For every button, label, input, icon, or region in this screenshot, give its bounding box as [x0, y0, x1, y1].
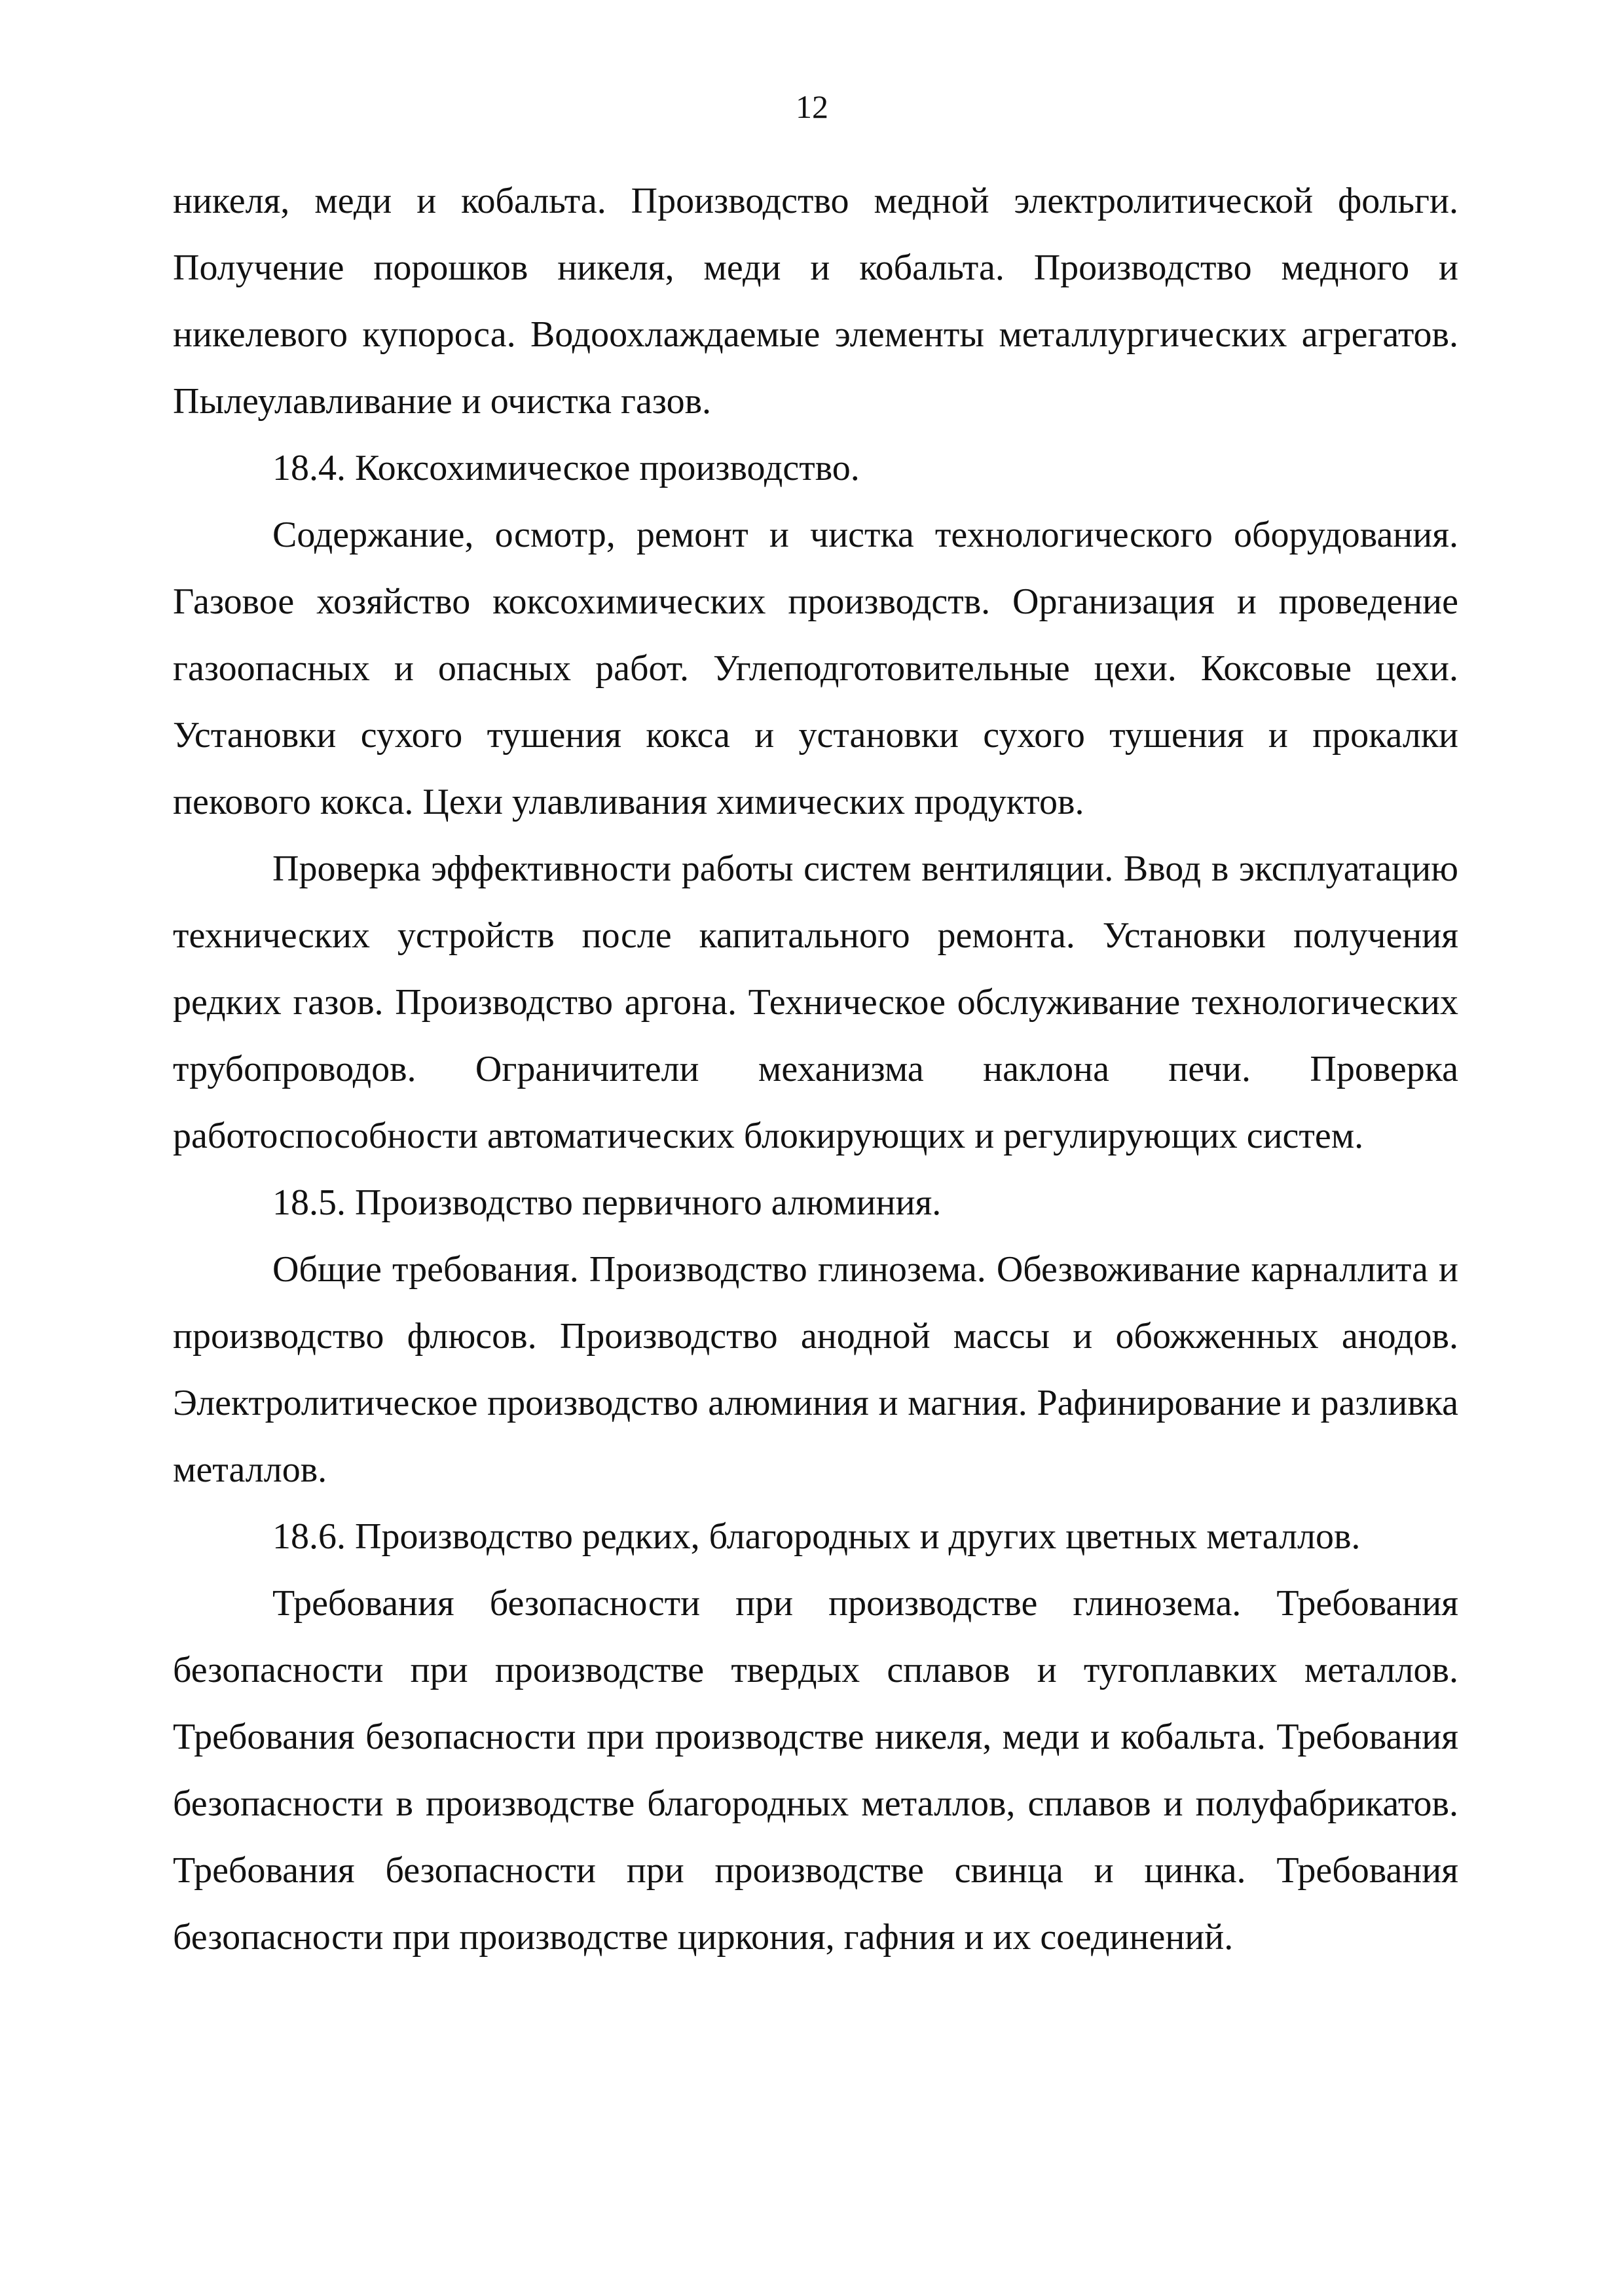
document-body: [173, 168, 1458, 1971]
paragraph-coke-maintenance: Содержание, осмотр, ремонт и чистка технологического оборудования. Газовое хозяйство коксохимических производств. Организация и проведение газоопасных и опасных работ. Углеподготовительные цехи. Коксовые цехи. Установки сухого тушения кокса и установки сухого тушения и прокалки пекового кокса. Цехи улавливания химических продуктов.: [173, 515, 1458, 822]
paragraph-ventilation-check: Проверка эффективности работы систем вентиляции. Ввод в эксплуатацию технических устройств после капитального ремонта. Установки получения редких газов. Производство аргона. Техническое обслуживание технологических трубопроводов. Ограничители механизма наклона печи. Проверка работоспособности автоматических блокирующих и регулирующих систем.: [173, 848, 1458, 1156]
paragraph-continuation: никеля, меди и кобальта. Производство медной электролитической фольги. Получение порошков никеля, меди и кобальта. Производство медного и никелевого купороса. Водоохлаждаемые элементы металлургических агрегатов. Пылеулавливание и очистка газов.: [173, 181, 1458, 422]
page-number: 12: [796, 88, 828, 125]
section-heading-18-4: 18.4. Коксохимическое производство.: [272, 448, 860, 488]
paragraph-rare-metals-safety: Требования безопасности при производстве глинозема. Требования безопасности при производстве твердых сплавов и тугоплавких металлов. Требования безопасности при производстве никеля, меди и кобальта. Требования безопасности в производстве благородных металлов, сплавов и полуфабрикатов. Требования безопасности при производстве свинца и цинка. Требования безопасности при производстве циркония, гафния и их соединений.: [173, 1583, 1458, 1958]
section-heading-18-6: 18.6. Производство редких, благородных и других цветных металлов.: [272, 1516, 1361, 1557]
section-heading-18-5: 18.5. Производство первичного алюминия.: [272, 1182, 942, 1223]
paragraph-aluminium-requirements: Общие требования. Производство глинозема. Обезвоживание карналлита и производство флюсов. Производство анодной массы и обожженных анодов. Электролитическое производство алюминия и магния. Рафинирование и разливка металлов.: [173, 1249, 1458, 1490]
